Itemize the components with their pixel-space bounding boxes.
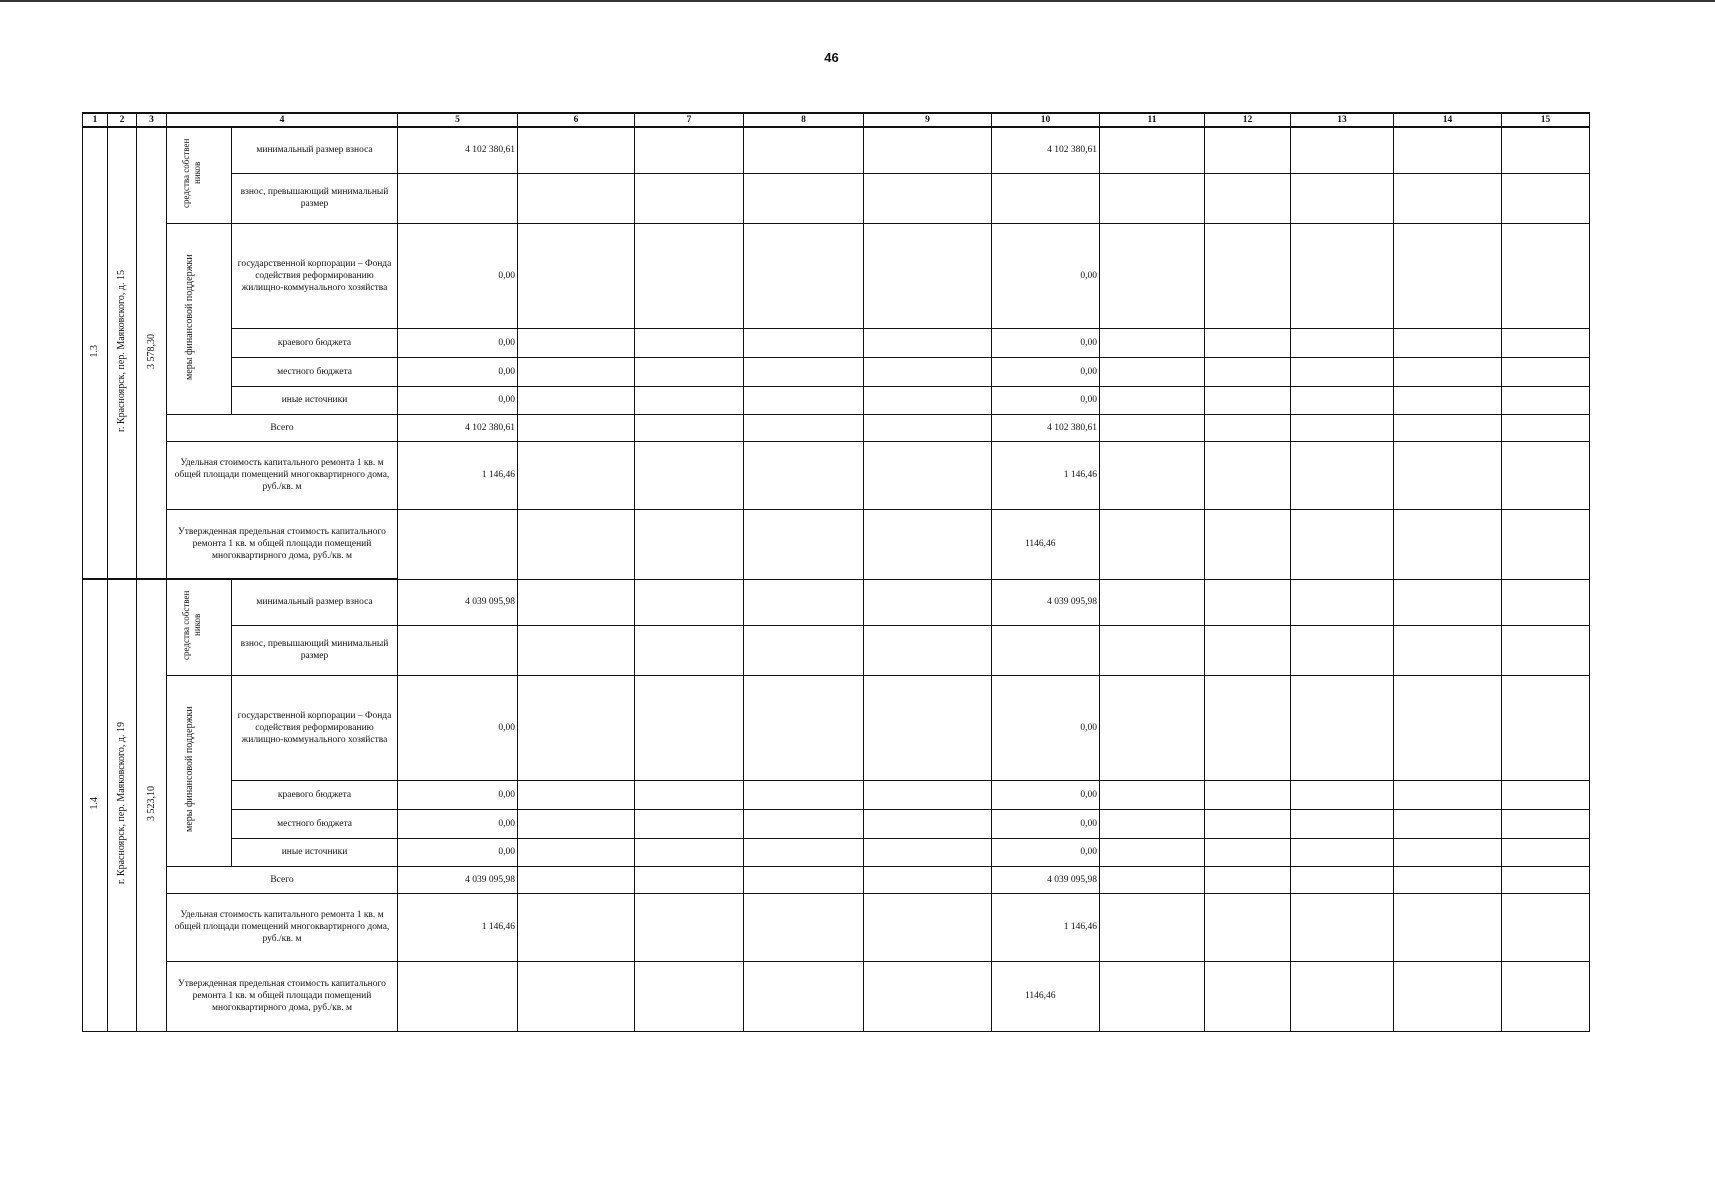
value-col-10: 0,00 <box>992 780 1100 809</box>
empty-cell <box>635 357 744 386</box>
empty-cell <box>1394 414 1502 441</box>
row-unit-cost <box>83 893 1590 961</box>
empty-cell <box>1291 866 1394 893</box>
empty-cell <box>1394 961 1502 1031</box>
value-col-10: 4 039 095,98 <box>992 866 1100 893</box>
empty-cell <box>1291 127 1394 173</box>
empty-cell <box>864 509 992 579</box>
empty-cell <box>635 414 744 441</box>
value-col-5: 0,00 <box>398 357 518 386</box>
value-col-5: 4 102 380,61 <box>398 414 518 441</box>
row-total <box>83 414 1590 441</box>
min-contribution-label: минимальный размер взноса <box>232 579 398 625</box>
row-fund-support <box>83 675 1590 780</box>
empty-cell <box>1100 357 1205 386</box>
empty-cell <box>1394 357 1502 386</box>
empty-cell <box>1205 893 1291 961</box>
empty-cell <box>1502 675 1590 780</box>
empty-cell <box>744 223 864 328</box>
empty-cell <box>864 328 992 357</box>
col-header: 15 <box>1502 113 1590 127</box>
empty-cell <box>1100 328 1205 357</box>
empty-cell <box>1205 961 1291 1031</box>
empty-cell <box>635 893 744 961</box>
empty-cell <box>1502 386 1590 414</box>
row-local-budget <box>83 809 1590 838</box>
fund-support-label: государственной корпорации – Фонда содействия реформированию жилищно-коммунального хозяйства <box>232 675 398 780</box>
empty-cell <box>744 127 864 173</box>
value-col-10: 4 102 380,61 <box>992 414 1100 441</box>
capital-repair-table <box>82 112 1590 1032</box>
empty-cell <box>635 328 744 357</box>
empty-cell <box>1291 893 1394 961</box>
empty-cell <box>518 223 635 328</box>
empty-cell <box>518 866 635 893</box>
empty-cell <box>744 357 864 386</box>
value-col-10: 1 146,46 <box>992 441 1100 509</box>
total-label: Всего <box>167 414 398 441</box>
min-contribution-label: минимальный размер взноса <box>232 127 398 173</box>
empty-cell <box>635 625 744 675</box>
value-col-10: 0,00 <box>992 675 1100 780</box>
empty-cell <box>1291 223 1394 328</box>
row-regional-budget <box>83 780 1590 809</box>
empty-cell <box>744 625 864 675</box>
empty-cell <box>744 173 864 223</box>
empty-cell <box>1100 838 1205 866</box>
row-number: 1.4 <box>83 579 108 1031</box>
empty-cell <box>1205 386 1291 414</box>
row-fund-support <box>83 223 1590 328</box>
empty-cell <box>1100 509 1205 579</box>
exceeding-contribution-label: взнос, превышающий минимальный размер <box>232 173 398 223</box>
empty-cell <box>1205 625 1291 675</box>
empty-cell <box>744 809 864 838</box>
empty-cell <box>518 675 635 780</box>
empty-cell <box>1502 509 1590 579</box>
row-limit-cost <box>83 509 1590 579</box>
empty-cell <box>1502 328 1590 357</box>
empty-cell <box>1502 780 1590 809</box>
empty-cell <box>1100 675 1205 780</box>
empty-cell <box>1291 838 1394 866</box>
empty-cell <box>518 625 635 675</box>
empty-cell <box>1502 809 1590 838</box>
value-col-5: 0,00 <box>398 223 518 328</box>
value-col-5: 0,00 <box>398 809 518 838</box>
empty-cell <box>1291 328 1394 357</box>
row-exceeding-contribution <box>83 625 1590 675</box>
empty-cell <box>1291 441 1394 509</box>
value-col-10: 0,00 <box>992 328 1100 357</box>
value-col-10: 1 146,46 <box>992 893 1100 961</box>
value-col-5 <box>398 509 518 579</box>
empty-cell <box>744 414 864 441</box>
limit-cost-label: Утвержденная предельная стоимость капитального ремонта 1 кв. м общей площади помещений многоквартирного дома, руб./кв. м <box>167 509 398 579</box>
empty-cell <box>1502 893 1590 961</box>
empty-cell <box>1394 780 1502 809</box>
empty-cell <box>1205 675 1291 780</box>
row-exceeding-contribution <box>83 173 1590 223</box>
empty-cell <box>635 441 744 509</box>
empty-cell <box>744 386 864 414</box>
value-col-10 <box>992 625 1100 675</box>
empty-cell <box>518 961 635 1031</box>
local-budget-label: местного бюджета <box>232 357 398 386</box>
empty-cell <box>864 838 992 866</box>
empty-cell <box>1502 625 1590 675</box>
value-col-10: 1146,46 <box>992 509 1100 579</box>
empty-cell <box>1205 127 1291 173</box>
unit-cost-label: Удельная стоимость капитального ремонта 1 кв. м общей площади помещений многоквартирного дома, руб./кв. м <box>167 441 398 509</box>
empty-cell <box>1502 866 1590 893</box>
value-col-5: 0,00 <box>398 386 518 414</box>
col-header: 9 <box>864 113 992 127</box>
value-col-5: 4 039 095,98 <box>398 866 518 893</box>
scan-top-edge <box>0 0 1715 2</box>
row-limit-cost <box>83 961 1590 1031</box>
empty-cell <box>1502 223 1590 328</box>
empty-cell <box>635 838 744 866</box>
empty-cell <box>1502 173 1590 223</box>
empty-cell <box>1394 328 1502 357</box>
empty-cell <box>518 357 635 386</box>
col-header: 13 <box>1291 113 1394 127</box>
value-col-5 <box>398 173 518 223</box>
col-header: 3 <box>137 113 167 127</box>
owners-funds-group: средства собствен ников <box>167 579 232 675</box>
value-col-5: 4 102 380,61 <box>398 127 518 173</box>
value-col-5: 0,00 <box>398 780 518 809</box>
empty-cell <box>864 675 992 780</box>
financial-support-group: меры финансовой поддержки <box>167 223 232 414</box>
empty-cell <box>1394 893 1502 961</box>
building-area: 3 523,10 <box>137 579 167 1031</box>
empty-cell <box>635 866 744 893</box>
empty-cell <box>1100 223 1205 328</box>
empty-cell <box>1394 173 1502 223</box>
empty-cell <box>1291 675 1394 780</box>
empty-cell <box>1394 579 1502 625</box>
row-min-contribution <box>83 127 1590 173</box>
total-label: Всего <box>167 866 398 893</box>
empty-cell <box>635 675 744 780</box>
empty-cell <box>518 386 635 414</box>
empty-cell <box>1291 579 1394 625</box>
row-total <box>83 866 1590 893</box>
empty-cell <box>744 328 864 357</box>
empty-cell <box>1205 223 1291 328</box>
empty-cell <box>1205 809 1291 838</box>
empty-cell <box>864 441 992 509</box>
empty-cell <box>1394 441 1502 509</box>
empty-cell <box>744 893 864 961</box>
value-col-10: 0,00 <box>992 357 1100 386</box>
empty-cell <box>1205 509 1291 579</box>
row-number: 1.3 <box>83 127 108 579</box>
empty-cell <box>635 579 744 625</box>
empty-cell <box>1291 961 1394 1031</box>
empty-cell <box>635 223 744 328</box>
empty-cell <box>744 866 864 893</box>
empty-cell <box>518 127 635 173</box>
empty-cell <box>864 809 992 838</box>
value-col-10 <box>992 173 1100 223</box>
col-header: 1 <box>83 113 108 127</box>
empty-cell <box>864 127 992 173</box>
empty-cell <box>1100 625 1205 675</box>
col-header: 10 <box>992 113 1100 127</box>
empty-cell <box>744 675 864 780</box>
other-sources-label: иные источники <box>232 386 398 414</box>
empty-cell <box>1100 386 1205 414</box>
empty-cell <box>1205 414 1291 441</box>
empty-cell <box>1291 173 1394 223</box>
empty-cell <box>1502 414 1590 441</box>
empty-cell <box>1502 127 1590 173</box>
empty-cell <box>518 173 635 223</box>
value-col-10: 0,00 <box>992 809 1100 838</box>
empty-cell <box>864 357 992 386</box>
empty-cell <box>1205 173 1291 223</box>
empty-cell <box>1394 838 1502 866</box>
regional-budget-label: краевого бюджета <box>232 780 398 809</box>
empty-cell <box>1100 866 1205 893</box>
empty-cell <box>635 509 744 579</box>
value-col-5: 0,00 <box>398 328 518 357</box>
empty-cell <box>1205 357 1291 386</box>
value-col-10: 0,00 <box>992 386 1100 414</box>
empty-cell <box>1100 441 1205 509</box>
value-col-5: 0,00 <box>398 838 518 866</box>
empty-cell <box>1100 780 1205 809</box>
empty-cell <box>744 780 864 809</box>
empty-cell <box>1502 357 1590 386</box>
owners-funds-group: средства собствен ников <box>167 127 232 223</box>
empty-cell <box>635 809 744 838</box>
value-col-10: 4 039 095,98 <box>992 579 1100 625</box>
empty-cell <box>1205 328 1291 357</box>
empty-cell <box>744 441 864 509</box>
empty-cell <box>1100 893 1205 961</box>
value-col-5: 1 146,46 <box>398 441 518 509</box>
empty-cell <box>1100 809 1205 838</box>
empty-cell <box>1205 441 1291 509</box>
empty-cell <box>1100 414 1205 441</box>
col-header: 4 <box>167 113 398 127</box>
empty-cell <box>1502 961 1590 1031</box>
empty-cell <box>1291 414 1394 441</box>
empty-cell <box>635 961 744 1031</box>
empty-cell <box>744 961 864 1031</box>
empty-cell <box>1502 441 1590 509</box>
value-col-5 <box>398 961 518 1031</box>
empty-cell <box>864 579 992 625</box>
empty-cell <box>864 173 992 223</box>
value-col-5: 0,00 <box>398 675 518 780</box>
row-regional-budget <box>83 328 1590 357</box>
empty-cell <box>518 838 635 866</box>
value-col-10: 0,00 <box>992 223 1100 328</box>
empty-cell <box>1502 579 1590 625</box>
empty-cell <box>864 223 992 328</box>
empty-cell <box>864 961 992 1031</box>
financial-support-group: меры финансовой поддержки <box>167 675 232 866</box>
empty-cell <box>1394 625 1502 675</box>
empty-cell <box>744 838 864 866</box>
value-col-10: 1146,46 <box>992 961 1100 1031</box>
page-number: 46 <box>824 50 839 65</box>
empty-cell <box>635 127 744 173</box>
col-header: 8 <box>744 113 864 127</box>
empty-cell <box>1100 961 1205 1031</box>
empty-cell <box>864 893 992 961</box>
col-header: 14 <box>1394 113 1502 127</box>
col-header: 5 <box>398 113 518 127</box>
row-local-budget <box>83 357 1590 386</box>
local-budget-label: местного бюджета <box>232 809 398 838</box>
value-col-10: 4 102 380,61 <box>992 127 1100 173</box>
empty-cell <box>1100 127 1205 173</box>
empty-cell <box>864 414 992 441</box>
empty-cell <box>1291 625 1394 675</box>
empty-cell <box>1100 173 1205 223</box>
empty-cell <box>1394 809 1502 838</box>
empty-cell <box>518 780 635 809</box>
value-col-10: 0,00 <box>992 838 1100 866</box>
value-col-5: 4 039 095,98 <box>398 579 518 625</box>
empty-cell <box>864 866 992 893</box>
limit-cost-label: Утвержденная предельная стоимость капитального ремонта 1 кв. м общей площади помещений многоквартирного дома, руб./кв. м <box>167 961 398 1031</box>
empty-cell <box>1205 838 1291 866</box>
empty-cell <box>518 579 635 625</box>
empty-cell <box>1394 866 1502 893</box>
empty-cell <box>1394 386 1502 414</box>
column-number-header <box>83 113 1590 127</box>
empty-cell <box>518 893 635 961</box>
other-sources-label: иные источники <box>232 838 398 866</box>
empty-cell <box>1394 675 1502 780</box>
empty-cell <box>635 386 744 414</box>
row-other-sources <box>83 386 1590 414</box>
col-header: 7 <box>635 113 744 127</box>
row-min-contribution <box>83 579 1590 625</box>
row-unit-cost <box>83 441 1590 509</box>
value-col-5 <box>398 625 518 675</box>
empty-cell <box>1205 579 1291 625</box>
building-address: г. Красноярск, пер. Маяковского, д. 19 <box>108 579 137 1031</box>
value-col-5: 1 146,46 <box>398 893 518 961</box>
empty-cell <box>1394 127 1502 173</box>
empty-cell <box>864 386 992 414</box>
empty-cell <box>864 625 992 675</box>
empty-cell <box>1291 357 1394 386</box>
empty-cell <box>1100 579 1205 625</box>
empty-cell <box>1291 509 1394 579</box>
col-header: 12 <box>1205 113 1291 127</box>
empty-cell <box>1394 509 1502 579</box>
empty-cell <box>1394 223 1502 328</box>
empty-cell <box>518 509 635 579</box>
empty-cell <box>518 414 635 441</box>
building-area: 3 578,30 <box>137 127 167 579</box>
empty-cell <box>864 780 992 809</box>
exceeding-contribution-label: взнос, превышающий минимальный размер <box>232 625 398 675</box>
empty-cell <box>1291 809 1394 838</box>
col-header: 2 <box>108 113 137 127</box>
col-header: 11 <box>1100 113 1205 127</box>
building-address: г. Красноярск, пер. Маяковского, д. 15 <box>108 127 137 579</box>
empty-cell <box>744 509 864 579</box>
col-header: 6 <box>518 113 635 127</box>
empty-cell <box>635 780 744 809</box>
empty-cell <box>1205 866 1291 893</box>
unit-cost-label: Удельная стоимость капитального ремонта 1 кв. м общей площади помещений многоквартирного дома, руб./кв. м <box>167 893 398 961</box>
row-other-sources <box>83 838 1590 866</box>
empty-cell <box>518 809 635 838</box>
empty-cell <box>518 328 635 357</box>
empty-cell <box>744 579 864 625</box>
empty-cell <box>1502 838 1590 866</box>
empty-cell <box>1291 780 1394 809</box>
fund-support-label: государственной корпорации – Фонда содействия реформированию жилищно-коммунального хозяйства <box>232 223 398 328</box>
empty-cell <box>518 441 635 509</box>
empty-cell <box>635 173 744 223</box>
empty-cell <box>1291 386 1394 414</box>
regional-budget-label: краевого бюджета <box>232 328 398 357</box>
empty-cell <box>1205 780 1291 809</box>
